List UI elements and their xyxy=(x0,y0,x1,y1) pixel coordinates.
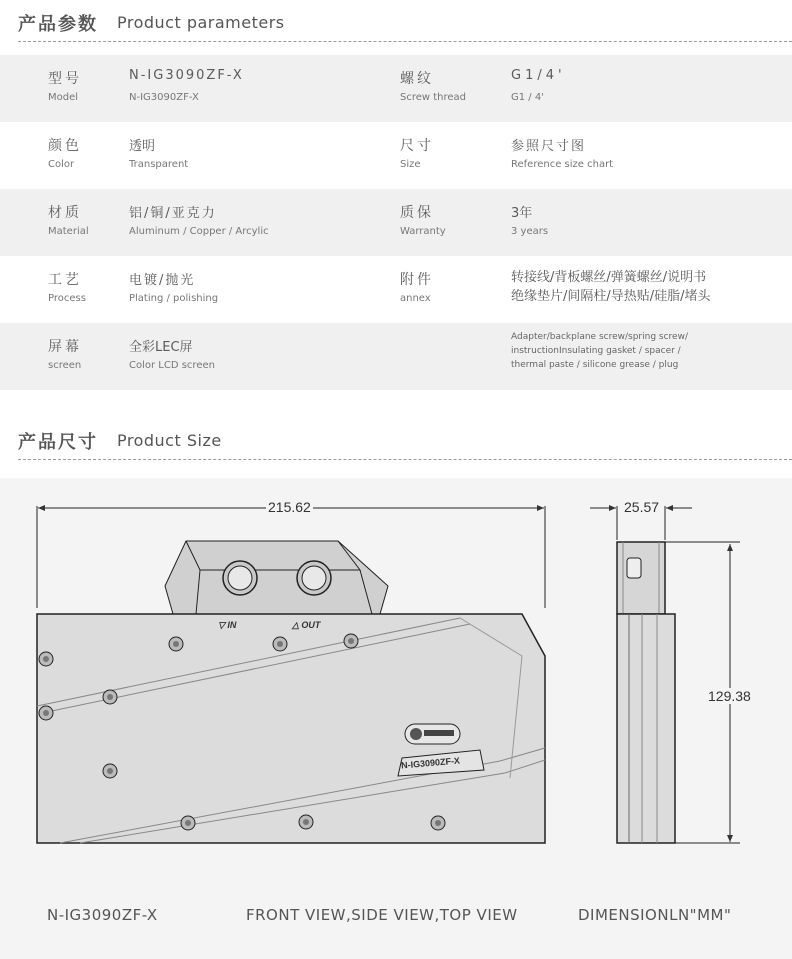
annex-en-multiline xyxy=(511,330,688,372)
label-en: Material xyxy=(48,226,89,237)
section-title-en: Product parameters xyxy=(117,13,285,32)
value-zh: 铝/铜/亚克力 xyxy=(129,206,217,221)
label-zh: 工艺 xyxy=(48,272,82,288)
height-dimension-value: 129.38 xyxy=(708,688,751,704)
annex-en-line3: thermal paste / silicone grease / plug xyxy=(511,360,679,370)
label2-en: annex xyxy=(400,293,431,304)
section-header-parameters xyxy=(0,2,792,42)
screw-center xyxy=(348,638,354,644)
side-body xyxy=(617,614,675,843)
value-en: Transparent xyxy=(129,159,189,170)
param-row-screen xyxy=(0,323,792,390)
width-dimension-value: 215.62 xyxy=(268,499,311,515)
label-zh: 颜色 xyxy=(48,138,82,154)
param-row-model xyxy=(0,55,792,122)
label-zh: 屏幕 xyxy=(48,339,82,355)
parameter-table xyxy=(0,55,792,390)
value2-zh: 3年 xyxy=(511,206,533,221)
logo-wordmark xyxy=(424,730,454,736)
section-title-zh: 产品参数 xyxy=(18,14,98,35)
outlet-arrow-icon: △ xyxy=(292,620,302,630)
label-en: Color xyxy=(48,159,75,170)
label2-en: Warranty xyxy=(400,226,446,237)
value-en: Color LCD screen xyxy=(129,360,215,371)
value-zh: 电镀/抛光 xyxy=(129,273,196,288)
terminal-block xyxy=(165,541,388,614)
annex-en-line1: Adapter/backplane screw/spring screw/ xyxy=(511,332,688,342)
label2-zh: 质保 xyxy=(400,205,434,221)
annex-zh-line2: 绝缘垫片/间隔柱/导热贴/硅脂/堵头 xyxy=(511,289,711,304)
screw-center xyxy=(43,656,49,662)
value2-zh: 参照尺寸图 xyxy=(511,139,587,154)
footer-unit: DIMENSIONLN"MM" xyxy=(578,906,732,924)
screw-center xyxy=(107,768,113,774)
value-en: Aluminum / Copper / Arcylic xyxy=(129,226,269,237)
value2-en: 3 years xyxy=(511,226,549,237)
label-zh: 材质 xyxy=(48,205,82,221)
section-title-en: Product Size xyxy=(117,431,222,450)
value-zh: N-IG3090ZF-X xyxy=(129,68,244,83)
value2-zh: G1/4' xyxy=(511,68,566,83)
screw-center xyxy=(277,641,283,647)
param-row-process xyxy=(0,256,792,323)
label2-en: Screw thread xyxy=(400,92,467,103)
logo-icon xyxy=(410,728,422,740)
side-terminal xyxy=(617,542,665,614)
value-en: N-IG3090ZF-X xyxy=(129,92,199,103)
model-plate-text: N-IG3090ZF-X xyxy=(400,755,461,771)
label-en: Process xyxy=(48,293,86,304)
dimension-drawing xyxy=(0,478,792,959)
value-zh: 全彩LEC屏 xyxy=(129,340,193,355)
label-en: Model xyxy=(48,92,79,103)
inlet-label xyxy=(218,620,236,631)
outlet-port-inner xyxy=(302,566,326,590)
value2-zh-multiline xyxy=(511,268,711,306)
section-header-size xyxy=(0,420,792,460)
value2-en: Reference size chart xyxy=(511,159,614,170)
outlet-label xyxy=(292,620,320,631)
section-title-zh: 产品尺寸 xyxy=(18,432,98,453)
value-zh: 透明 xyxy=(129,139,156,154)
annex-zh-line1: 转接线/背板螺丝/弹簧螺丝/说明书 xyxy=(511,270,707,285)
screw-center xyxy=(173,641,179,647)
value2-en: G1 / 4' xyxy=(511,92,544,103)
screw-center xyxy=(43,710,49,716)
label-zh: 型号 xyxy=(48,71,82,87)
thickness-dimension-value: 25.57 xyxy=(624,499,660,515)
side-port xyxy=(627,558,641,578)
value-en: Plating / polishing xyxy=(129,293,219,304)
label-en: screen xyxy=(48,360,82,371)
param-row-color xyxy=(0,122,792,189)
annex-en-line2: instructionInsulating gasket / spacer / xyxy=(511,346,681,356)
screw-center xyxy=(303,819,309,825)
label2-en: Size xyxy=(400,159,421,170)
inlet-label-text: IN xyxy=(227,620,237,630)
inlet-arrow-icon: ▽ xyxy=(218,620,228,630)
section-divider xyxy=(18,459,792,460)
footer-views: FRONT VIEW,SIDE VIEW,TOP VIEW xyxy=(246,906,518,924)
section-divider xyxy=(18,41,792,42)
drawing-svg xyxy=(0,478,792,959)
screw-center xyxy=(435,820,441,826)
screw-center xyxy=(107,694,113,700)
label2-zh: 螺纹 xyxy=(400,71,434,87)
param-row-material xyxy=(0,189,792,256)
label2-zh: 尺寸 xyxy=(400,138,434,154)
outlet-label-text: OUT xyxy=(301,620,321,630)
label2-zh: 附件 xyxy=(400,272,434,288)
screw-center xyxy=(185,820,191,826)
footer-model: N-IG3090ZF-X xyxy=(47,906,158,924)
inlet-port-inner xyxy=(228,566,252,590)
